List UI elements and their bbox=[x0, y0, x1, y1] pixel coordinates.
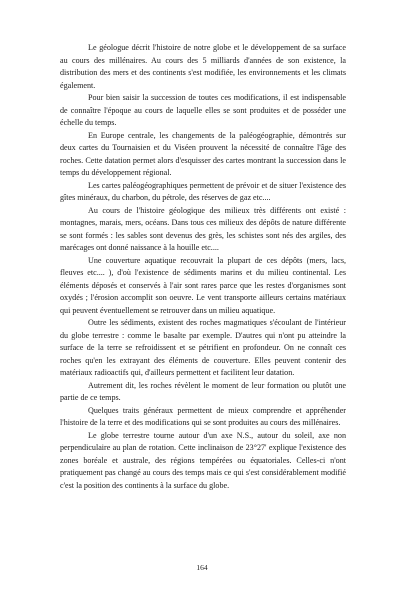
paragraph-6: Une couverture aquatique recouvrait la plupart de ces dépôts (mers, lacs, fleuves etc.... ), d'où l'existence de sédiments marins et du milieu continental. Les éléments déposés et conservés à l'air sont rares parce que les restes d'organismes sont oxydés ; l'érosion accomplit son oeuvre. Le vent transporte ailleurs certains matériaux qui peuvent éventuellement se retrouver dans un milieu aquatique. bbox=[60, 255, 346, 315]
paragraph-7: Outre les sédiments, existent des roches magmatiques s'écoulant de l'intérieur du globe terrestre : comme le basalte par exemple. D'autres qui n'ont pu atteindre la surface de la terre se refroidissent et se pétrifient en profondeur. On ne connaît ces roches qu'en les extrayant des éléments de couverture. Elles peuvent contenir des matériaux radioactifs qui, d'ailleurs permettent et facilitent leur datation. bbox=[60, 318, 346, 377]
page-number: 164 bbox=[196, 563, 208, 572]
paragraph-4: Les cartes paléogéographiques permettent de prévoir et de situer l'existence des gîtes minéraux, du charbon, du pétrole, des réserves de gaz etc.... bbox=[60, 180, 346, 202]
body-text bbox=[60, 42, 346, 492]
paragraph-2: Pour bien saisir la succession de toutes ces modifications, il est indispensable de connaître l'époque au cours de laquelle elles se sont produites et de posséder une échelle du temps. bbox=[60, 93, 346, 127]
paragraph-8: Autrement dit, les roches révèlent le moment de leur formation ou plutôt une partie de ce temps. bbox=[60, 380, 346, 402]
paragraph-1: Le géologue décrit l'histoire de notre globe et le développement de sa surface au cours des millénaires. Au cours des 5 milliards d'années de son existence, la distribution des mers et des continents s'est modifiée, les environnements et les climats également. bbox=[60, 43, 346, 90]
paragraph-5: Au cours de l'histoire géologique des milieux très différents ont existé : montagnes, marais, mers, océans. Dans tous ces milieux des dépôts de nature différente se sont formés : les sables sont devenus des grès, les schistes sont nés des argiles, des marécages ont donné naissance à la houille etc.... bbox=[60, 205, 346, 252]
paragraph-9: Quelques traits généraux permettent de mieux comprendre et appréhender l'histoire de la terre et des modifications qui se sont produites au cours des millénaires. bbox=[60, 405, 346, 427]
paragraph-3: En Europe centrale, les changements de la paléogéographie, démontrés sur deux cartes du Tournaisien et du Viséen prouvent la nécessité de connaître l'âge des roches. Cette datation permet alors d'esquisser des cartes montrant la succession dans le temps du développement régional. bbox=[60, 130, 346, 177]
paragraph-10: Le globe terrestre tourne autour d'un axe N.S., autour du soleil, axe non perpendiculaire au plan de rotation. Cette inclinaison de 23°27' explique l'existence des zones boréale et australe, des régions tempérées ou équatoriales. Celles-ci n'ont pratiquement pas changé au cours des temps mais ce qui s'est considérablement modifié c'est la position des continents à la surface du globe. bbox=[60, 430, 346, 490]
